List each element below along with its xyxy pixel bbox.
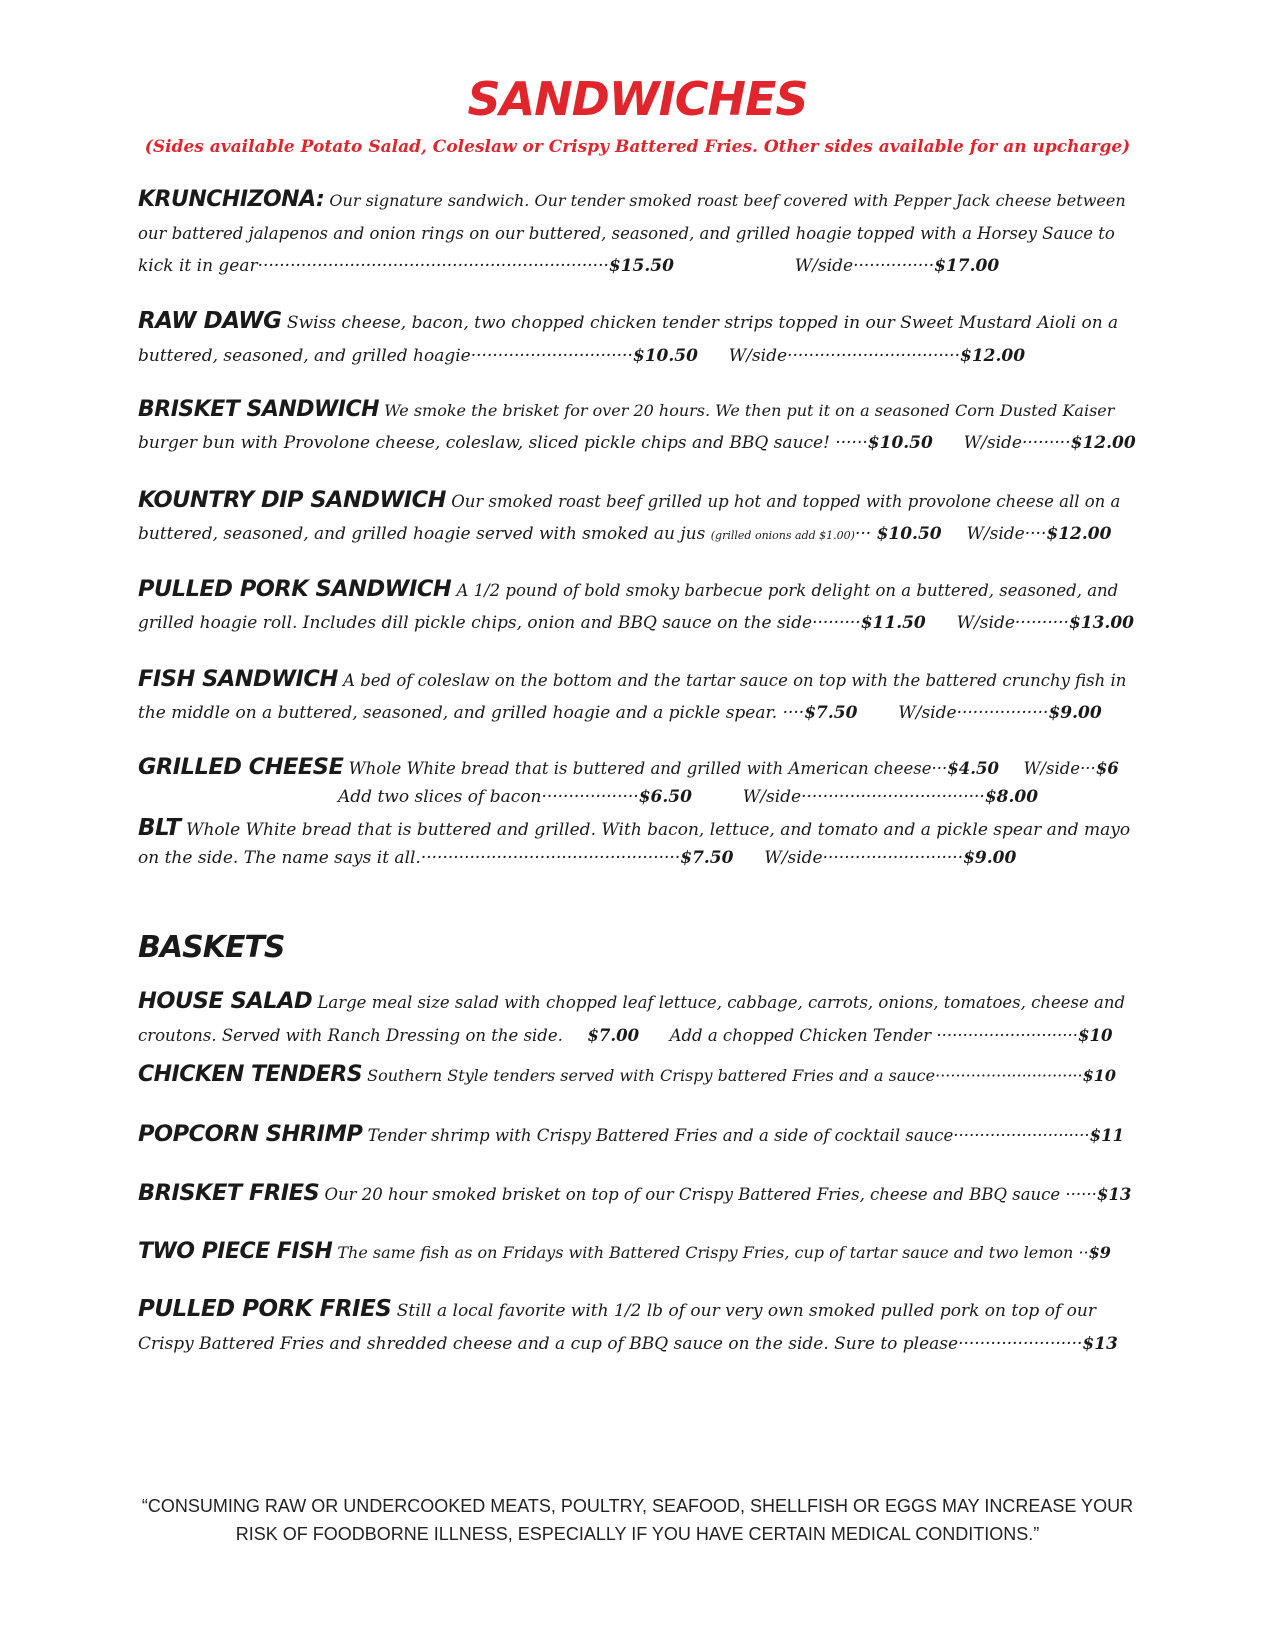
menu-item-pulled-pork-sandwich: PULLED PORK SANDWICH A 1/2 pound of bold smoky barbecue pork delight on a buttered, seasoned, and grilled hoagie roll. Includes dill pickle chips, onion and BBQ sauce on the side·········$11.50 W/side··········$13.00 — [138, 576, 1134, 633]
item-price: $10.50 — [876, 524, 942, 544]
item-description: Swiss cheese, bacon, two chopped chicken tender strips topped in our Sweet Mustard Aioli on a — [286, 313, 1119, 333]
menu-item-fish-sandwich: FISH SANDWICH A bed of coleslaw on the bottom and the tartar sauce on top with the battered crunchy fish in the middle on a buttered, seasoned, and grilled hoagie and a pickle spear. ····$7.50 W/side·················$9.00 — [138, 666, 1127, 723]
side-label: W/side — [794, 256, 854, 276]
item-description: grilled hoagie roll. Includes dill pickle chips, onion and BBQ sauce on the side — [138, 613, 813, 633]
health-advisory — [0, 1492, 1275, 1548]
addon-price: $10 — [1078, 1026, 1113, 1045]
addon-price: $6.50 — [638, 787, 692, 807]
item-description: Southern Style tenders served with Crispy battered Fries and a sauce — [367, 1066, 936, 1085]
menu-item-brisket-fries: BRISKET FRIES Our 20 hour smoked brisket on top of our Crispy Battered Fries, cheese and BBQ sauce ······$13 — [138, 1180, 1132, 1206]
item-name: PULLED PORK FRIES — [138, 1296, 392, 1322]
item-price: $4.50 — [947, 759, 999, 778]
item-name: BRISKET SANDWICH — [138, 397, 380, 422]
item-description: kick it in gear — [138, 256, 258, 276]
item-description: Whole White bread that is buttered and grilled. With bacon, lettuce, and tomato and a pickle spear and mayo — [185, 820, 1131, 840]
item-description: buttered, seasoned, and grilled hoagie served with smoked au jus — [138, 524, 706, 544]
item-description: Our 20 hour smoked brisket on top of our Crispy Battered Fries, cheese and BBQ sauce — [324, 1185, 1061, 1204]
section-title-baskets: BASKETS — [138, 930, 285, 965]
item-description: burger bun with Provolone cheese, coleslaw, sliced pickle chips and BBQ sauce! — [138, 433, 830, 453]
item-name: FISH SANDWICH — [138, 666, 338, 692]
item-name: HOUSE SALAD — [138, 988, 313, 1014]
side-label: W/side — [956, 613, 1015, 633]
menu-item-blt: BLT Whole White bread that is buttered and grilled. With bacon, lettuce, and tomato and a pickle spear and mayo on the side. The name says it all.················································$7.50 W/side··························$9.00 — [138, 815, 1131, 868]
item-description: on the side. The name says it all. — [138, 848, 421, 868]
item-name: GRILLED CHEESE — [138, 754, 344, 780]
item-name: CHICKEN TENDERS — [138, 1062, 363, 1087]
item-description: Large meal size salad with chopped leaf lettuce, cabbage, carrots, onions, tomatoes, cheese and — [317, 993, 1126, 1012]
page-title: SANDWICHES — [467, 72, 808, 126]
item-description: A 1/2 pound of bold smoky barbecue pork delight on a buttered, seasoned, and — [456, 581, 1119, 600]
menu-item-popcorn-shrimp: POPCORN SHRIMP Tender shrimp with Crispy Battered Fries and a side of cocktail sauce··························$11 — [138, 1121, 1125, 1147]
side-price: $12.00 — [959, 346, 1026, 366]
side-label: W/side — [963, 433, 1022, 453]
sides-note: (Sides available Potato Salad, Coleslaw or Crispy Battered Fries. Other sides available for an upcharge) — [144, 137, 1131, 157]
side-price: $13.00 — [1068, 613, 1134, 633]
item-name: KRUNCHIZONA: — [138, 187, 325, 212]
addon-description: Add two slices of bacon — [338, 787, 542, 807]
item-description: A bed of coleslaw on the bottom and the tartar sauce on top with the battered crunchy fish in — [343, 671, 1127, 690]
item-price: $10.50 — [632, 346, 698, 366]
menu-item-krunchizona: KRUNCHIZONA: Our signature sandwich. Our tender smoked roast beef covered with Pepper Jack cheese between our battered jalapenos and onion rings on our buttered, seasoned, and grilled hoagie topped with a Horsey Sauce to kick it in gear·································································$15.50 W/side···············$17.00 — [138, 183, 1138, 283]
item-description: Crispy Battered Fries and shredded cheese and a cup of BBQ sauce on the side. Sure to please — [138, 1334, 959, 1354]
item-description: our battered jalapenos and onion rings on our buttered, seasoned, and grilled hoagie topped with a Horsey Sauce to — [138, 224, 1115, 243]
side-label: W/side — [742, 787, 802, 807]
item-description: the middle on a buttered, seasoned, and grilled hoagie and a pickle spear. — [138, 703, 778, 723]
item-price: $7.50 — [680, 848, 734, 868]
item-description: Tender shrimp with Crispy Battered Fries and a side of cocktail sauce — [367, 1126, 954, 1145]
item-name: BLT — [138, 815, 181, 841]
health-advisory-line: RISK OF FOODBORNE ILLNESS, ESPECIALLY IF YOU HAVE CERTAIN MEDICAL CONDITIONS.” — [235, 1524, 1040, 1544]
item-description: Whole White bread that is buttered and grilled with American cheese — [348, 759, 932, 778]
item-name: KOUNTRY DIP SANDWICH — [138, 487, 446, 513]
item-price: $7.00 — [587, 1026, 640, 1045]
side-label: W/side — [898, 703, 957, 723]
menu-item-grilled-cheese: GRILLED CHEESE Whole White bread that is buttered and grilled with American cheese···$4.50 W/side···$6 Add two slices of bacon··················$6.50 W/side··································$8.00 — [138, 754, 1119, 807]
item-price: $13 — [1096, 1185, 1132, 1204]
menu-item-two-piece-fish: TWO PIECE FISH The same fish as on Fridays with Battered Crispy Fries, cup of tartar sauce and two lemon ··$9 — [138, 1239, 1111, 1264]
side-price: $8.00 — [984, 787, 1039, 807]
item-name: BRISKET FRIES — [138, 1180, 320, 1206]
item-description: We smoke the brisket for over 20 hours. We then put it on a seasoned Corn Dusted Kaiser — [384, 401, 1115, 420]
menu-item-pulled-pork-fries: PULLED PORK FRIES Still a local favorite with 1/2 lb of our very own smoked pulled pork on top of our Crispy Battered Fries and shredded cheese and a cup of BBQ sauce on the side. Sure to please·······················$13 — [138, 1296, 1118, 1354]
item-name: PULLED PORK SANDWICH — [138, 576, 452, 602]
item-name: RAW DAWG — [138, 308, 282, 334]
item-description: croutons. Served with Ranch Dressing on the side. — [138, 1026, 563, 1045]
item-name: TWO PIECE FISH — [138, 1239, 333, 1264]
side-price: $9.00 — [1048, 703, 1102, 723]
side-price: $12.00 — [1070, 433, 1136, 453]
side-price: $17.00 — [934, 256, 1000, 276]
side-price: $12.00 — [1046, 524, 1112, 544]
item-price: $11.50 — [860, 613, 926, 633]
item-description: Our signature sandwich. Our tender smoked roast beef covered with Pepper Jack cheese between — [329, 191, 1126, 210]
item-note: (grilled onions add $1.00) — [710, 529, 855, 542]
item-price: $7.50 — [804, 703, 858, 723]
menu-item-chicken-tenders: CHICKEN TENDERS Southern Style tenders served with Crispy battered Fries and a sauce·····························$10 — [138, 1062, 1117, 1087]
side-price: $6 — [1095, 759, 1119, 778]
side-label: W/side — [966, 524, 1025, 544]
menu-item-raw-dawg: RAW DAWG Swiss cheese, bacon, two chopped chicken tender strips topped in our Sweet Mustard Aioli on a buttered, seasoned, and grilled hoagie······························$10.50 W/side································$12.00 — [138, 308, 1119, 366]
item-price: $10 — [1082, 1066, 1117, 1085]
health-advisory-line: “CONSUMING RAW OR UNDERCOOKED MEATS, POULTRY, SEAFOOD, SHELLFISH OR EGGS MAY INCREASE YOUR — [141, 1496, 1134, 1516]
item-price: $10.50 — [867, 433, 933, 453]
item-description: buttered, seasoned, and grilled hoagie — [138, 346, 471, 366]
item-description: The same fish as on Fridays with Battered Crispy Fries, cup of tartar sauce and two lemon — [337, 1243, 1074, 1262]
item-description: Our smoked roast beef grilled up hot and topped with provolone cheese all on a — [451, 492, 1121, 511]
side-price: $9.00 — [963, 848, 1017, 868]
item-price: $15.50 — [608, 256, 674, 276]
item-price: $9 — [1088, 1243, 1111, 1262]
item-name: POPCORN SHRIMP — [138, 1121, 363, 1147]
addon-description: Add a chopped Chicken Tender — [669, 1026, 932, 1045]
menu-item-brisket-sandwich: BRISKET SANDWICH We smoke the brisket for over 20 hours. We then put it on a seasoned Corn Dusted Kaiser burger bun with Provolone cheese, coleslaw, sliced pickle chips and BBQ sauce! ······$10.50 W/side·········$12.00 — [138, 397, 1136, 453]
menu-item-kountry-dip: KOUNTRY DIP SANDWICH Our smoked roast beef grilled up hot and topped with provolone cheese all on a buttered, seasoned, and grilled hoagie served with smoked au jus (grilled onions add $1.00)··· $10.50 W/side····$12.00 — [138, 487, 1121, 544]
menu-item-house-salad: HOUSE SALAD Large meal size salad with chopped leaf lettuce, cabbage, carrots, onions, tomatoes, cheese and croutons. Served with Ranch Dressing on the side. $7.00 Add a chopped Chicken Tender ···························$10 — [138, 988, 1126, 1045]
item-price: $13 — [1082, 1334, 1118, 1354]
side-label: W/side — [1023, 759, 1081, 778]
item-price: $11 — [1089, 1126, 1125, 1145]
side-label: W/side — [764, 848, 823, 868]
item-description: Still a local favorite with 1/2 lb of our very own smoked pulled pork on top of our — [396, 1301, 1096, 1321]
side-label: W/side — [728, 346, 788, 366]
